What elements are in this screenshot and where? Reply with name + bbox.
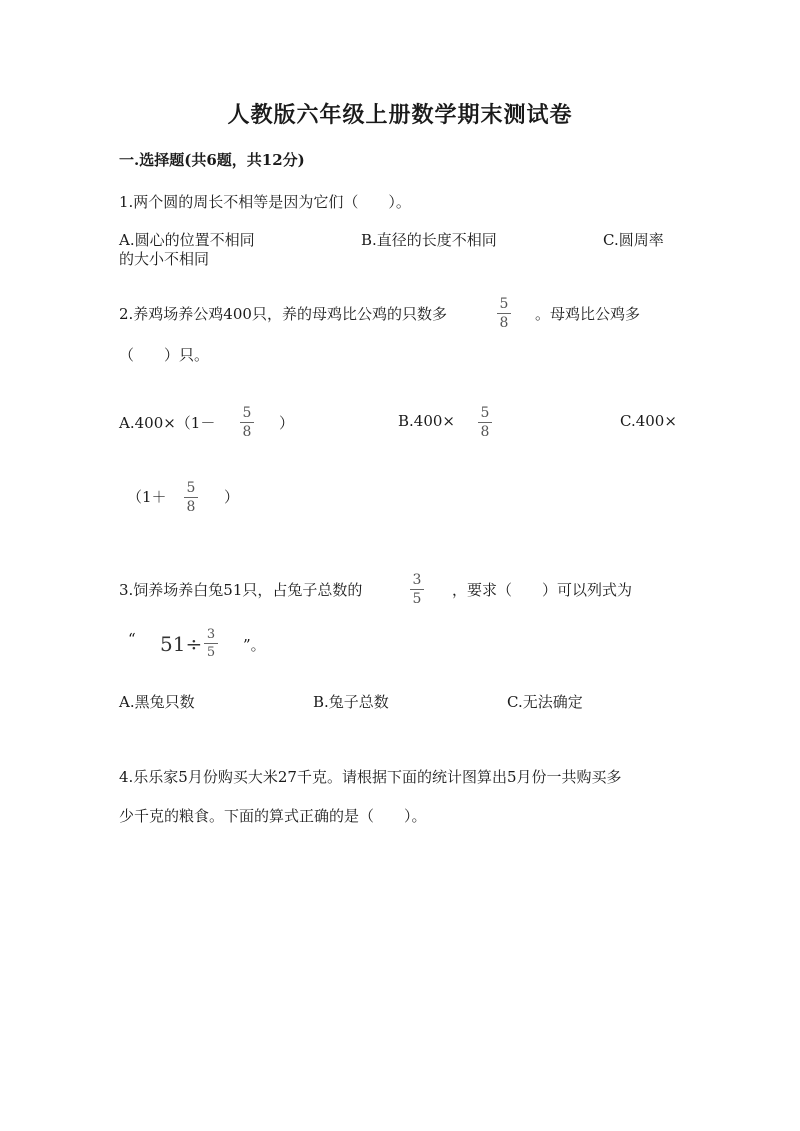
- option-b-fraction: [478, 406, 492, 439]
- fraction-denominator: 8: [242, 424, 252, 440]
- question-1-option-c-wrap: 的大小不相同: [119, 250, 210, 268]
- fraction-bar: [410, 589, 424, 590]
- fraction-bar: [204, 643, 218, 644]
- question-1-option-c: C.圆周率: [603, 231, 664, 249]
- question-3-stem: 3.饲养场养白兔51只，占兔子总数的: [119, 581, 363, 599]
- section-heading: 一.选择题(共6题，共12分): [119, 151, 305, 169]
- fraction-denominator: 8: [186, 499, 196, 515]
- fraction-denominator: 8: [480, 424, 490, 440]
- quote-open: “: [128, 630, 136, 648]
- question-2-option-b: B.400×: [398, 412, 455, 430]
- fraction-denominator: 5: [206, 645, 216, 660]
- question-3-option-b: B.兔子总数: [313, 693, 389, 711]
- fraction-numerator: 5: [499, 296, 509, 312]
- fraction-numerator: 5: [186, 480, 196, 496]
- option-a-close: ）: [279, 414, 295, 432]
- question-1-stem: 1.两个圆的周长不相等是因为它们（ ）。: [119, 193, 411, 211]
- question-2-option-c: C.400×: [620, 412, 677, 430]
- fraction-bar: [240, 422, 254, 423]
- fraction-numerator: 3: [206, 627, 216, 642]
- option-c-line2: （1＋: [127, 488, 167, 506]
- page-title: 人教版六年级上册数学期末测试卷: [227, 102, 573, 128]
- fraction-bar: [478, 422, 492, 423]
- fraction-numerator: 3: [412, 572, 422, 588]
- question-3-option-a: A.黑兔只数: [119, 693, 195, 711]
- question-2-blank: （ ）只。: [119, 346, 210, 364]
- question-3-fraction: [410, 573, 424, 606]
- option-c-close: ）: [224, 488, 240, 506]
- question-2-stem: 2.养鸡场养公鸡400只，养的母鸡比公鸡的只数多: [119, 305, 447, 323]
- question-2-stem-cont: 。母鸡比公鸡多: [535, 305, 641, 323]
- fraction-bar: [497, 313, 511, 314]
- question-1-option-a: A.圆心的位置不相同: [119, 231, 255, 249]
- fraction-bar: [184, 497, 198, 498]
- question-3-stem-cont: ，要求（ ）可以列式为: [452, 581, 633, 599]
- question-1-option-b: B.直径的长度不相同: [361, 231, 497, 249]
- question-2-option-a: A.400×（1－: [119, 414, 216, 432]
- quote-close: ”。: [243, 636, 266, 654]
- option-c-fraction: [184, 481, 198, 514]
- question-2-fraction: [497, 297, 511, 330]
- fraction-numerator: 5: [242, 405, 252, 421]
- expression-fraction: [204, 628, 218, 659]
- option-a-fraction: [240, 406, 254, 439]
- fraction-denominator: 8: [499, 315, 509, 331]
- question-3-option-c: C.无法确定: [507, 693, 583, 711]
- question-4-stem-line2: 少千克的粮食。下面的算式正确的是（ ）。: [119, 807, 427, 825]
- expression-division: 51÷: [160, 632, 203, 656]
- question-4-stem-line1: 4.乐乐家5月份购买大米27千克。请根据下面的统计图算出5月份一共购买多: [119, 768, 622, 786]
- fraction-denominator: 5: [412, 591, 422, 607]
- fraction-numerator: 5: [480, 405, 490, 421]
